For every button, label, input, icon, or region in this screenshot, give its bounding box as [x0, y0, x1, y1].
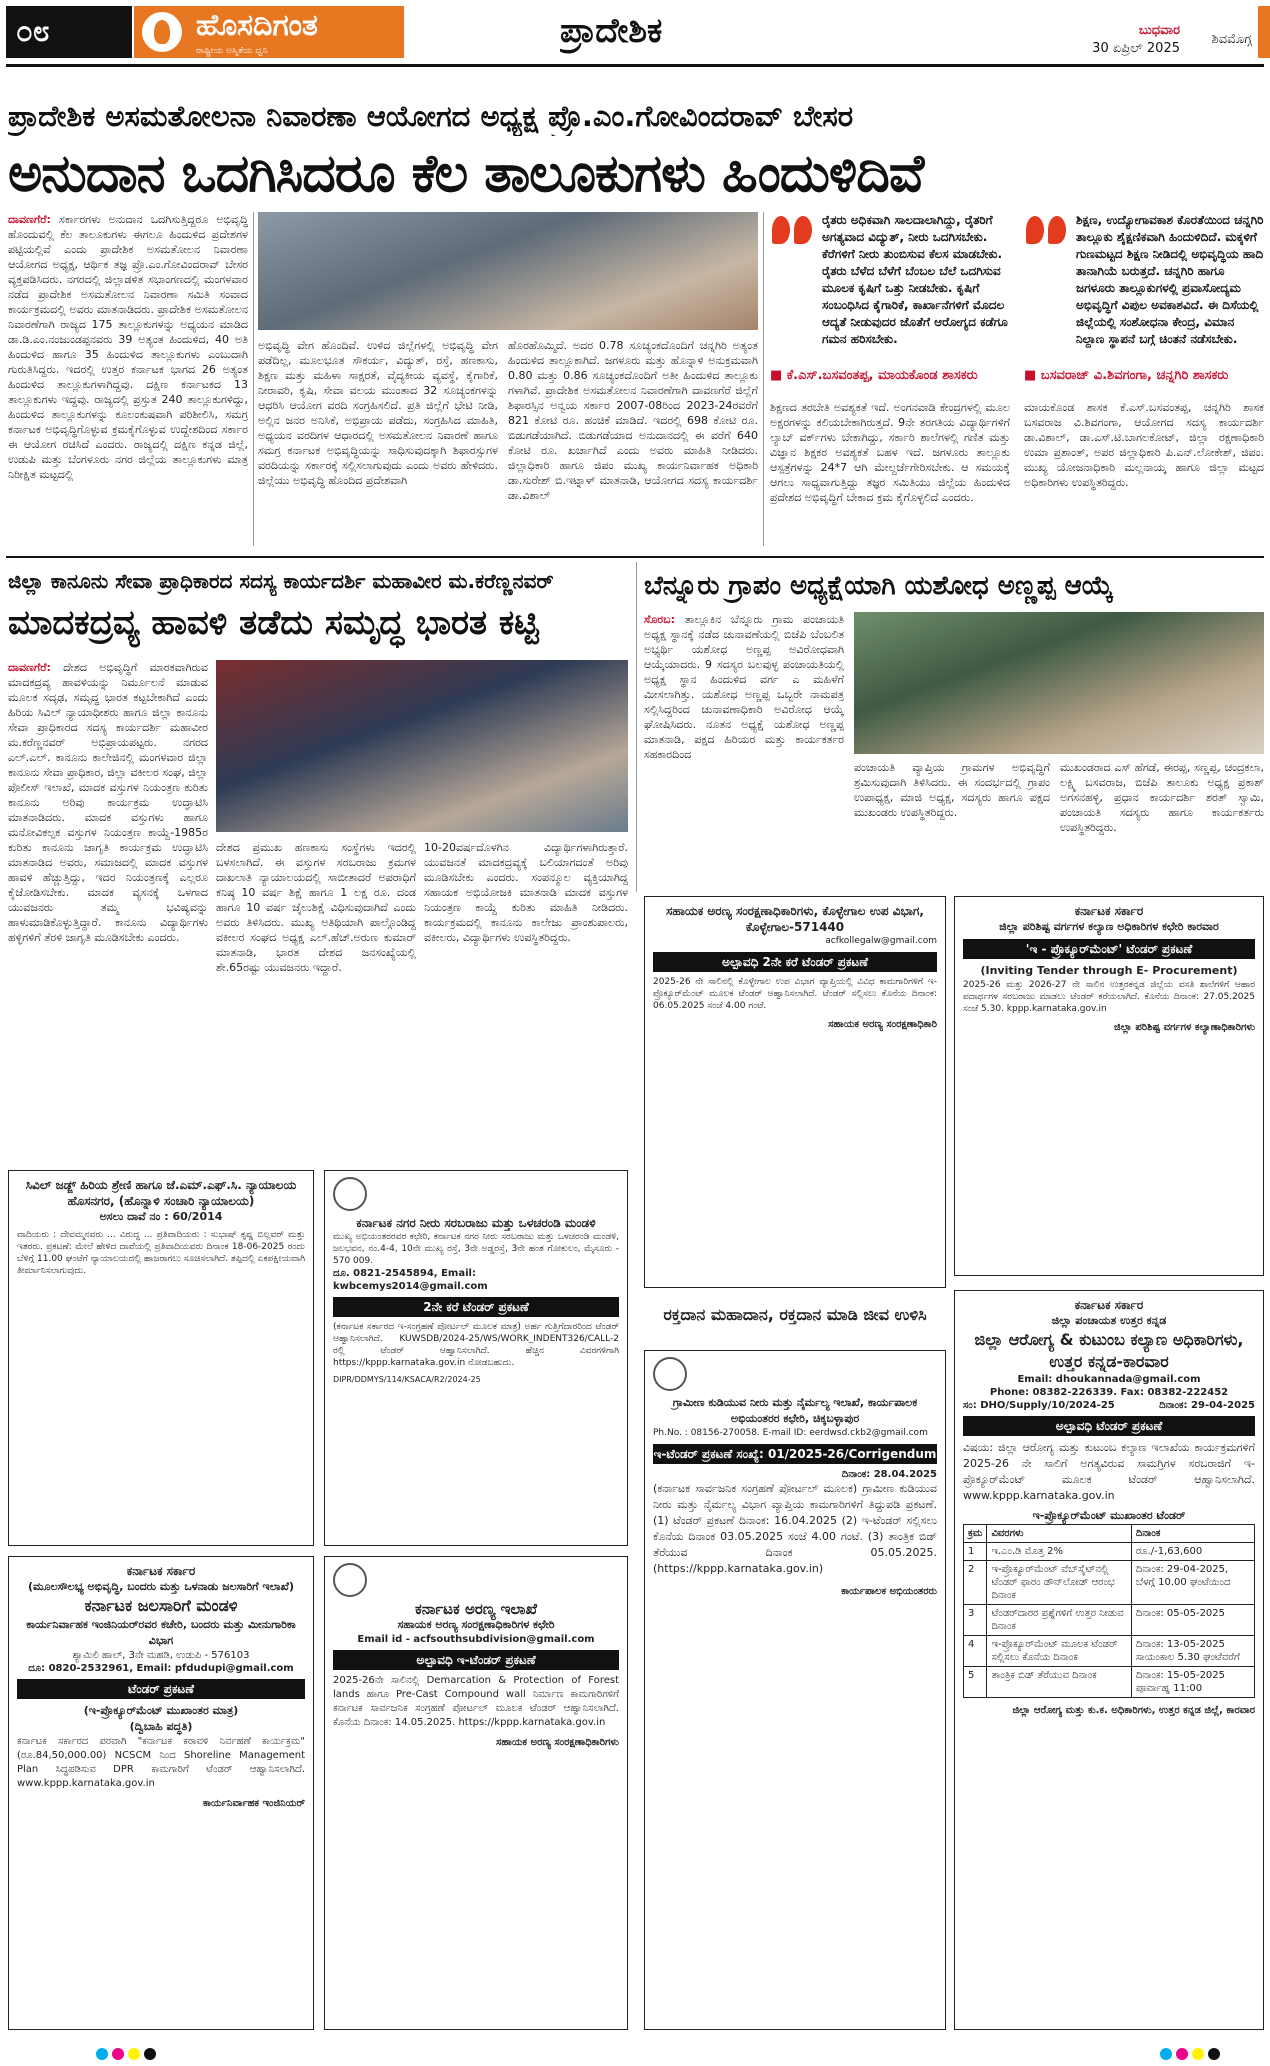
ad-welfare-sign: ಜಿಲ್ಲಾ ಪರಿಶಿಷ್ಟ ವರ್ಗಗಳ ಕಲ್ಯಾಣಾಧಿಕಾರಿಗಳು	[1114, 1022, 1255, 1033]
story1-headline: ಅನುದಾನ ಒದಗಿಸಿದರೂ ಕೆಲ ತಾಲೂಕುಗಳು ಹಿಂದುಳಿದಿವೆ	[8, 144, 924, 204]
registration-mark	[144, 2048, 156, 2060]
section-title: ಪ್ರಾದೇಶಿಕ	[560, 11, 663, 51]
ad-health-refno: ಸಂ: DHO/Supply/10/2024-25	[963, 1400, 1115, 1411]
ad-ports-office: ಕಾರ್ಯನಿರ್ವಾಹಕ ಇಂಜಿನಿಯರ್‌ರವರ ಕಚೇರಿ, ಬಂದರು ಮತ್ತು ಮೀನುಗಾರಿಕಾ ವಿಭಾಗ	[26, 1618, 296, 1647]
story2-dateline: ದಾವಣಗೆರೆ:	[8, 661, 51, 674]
table-cell: 3	[964, 1605, 987, 1636]
column-divider	[636, 562, 637, 892]
ad-ports-govt: ಕರ್ನಾಟಕ ಸರ್ಕಾರ	[126, 1564, 196, 1578]
ad-forest2-title: ಕರ್ನಾಟಕ ಅರಣ್ಯ ಇಲಾಖೆ	[415, 1600, 537, 1618]
ad-forest2-email: Email id - acfsouthsubdivision@gmail.com	[357, 1634, 595, 1645]
edition-city: ಶಿವಮೊಗ್ಗ	[1211, 32, 1252, 47]
registration-mark	[1160, 2048, 1172, 2060]
ad-welfare-govt: ಕರ್ನಾಟಕ ಸರ್ಕಾರ	[1074, 904, 1144, 918]
ad-ports-sub: (ಇ-ಪ್ರೊಕ್ಯೂರ್‌ಮೆಂಟ್ ಮುಖಾಂತರ ಮಾತ್ರ)	[83, 1704, 239, 1717]
story3-column-1	[644, 612, 844, 822]
table-row	[964, 1636, 1255, 1667]
quote-basavanthappa	[770, 212, 1010, 392]
story2-column-2: ದೇಶದ ಪ್ರಮುಖ ಹಣಕಾಸು ಸಂಸ್ಥೆಗಳು ಇದರಲ್ಲಿ ಬಳಸಲಾಗಿದೆ. ಈ ವಸ್ತುಗಳ ಸರಬರಾಜು ಕ್ರಮಗಳ ದಾಖಲಾತಿ ನ್ಯಾಯಾಲಯದಲ್ಲಿ ಸಾಬೀತಾದರೆ ಅಪರಾಧಿಗೆ ಕನಿಷ್ಠ 10 ವರ್ಷ ಶಿಕ್ಷೆ ಹಾಗೂ 1 ಲಕ್ಷ ರೂ. ದಂಡ ಹಾಗೂ 10 ವರ್ಷ ಜೈಲುಶಿಕ್ಷೆ ವಿಧಿಸುವುದಾಗಿದೆ ಎಂದು ಅವರು ತಿಳಿಸಿದರು. ಮುಖ್ಯ ಅತಿಥಿಯಾಗಿ ಪಾಲ್ಗೊಂಡಿದ್ದ ವಕೀಲರ ಸಂಘದ ಅಧ್ಯಕ್ಷ ಎಲ್.ಹೆಚ್.ಅರುಣ ಕುಮಾರ್ ಮಾತನಾಡಿ, ಭಾರತ ದೇಶದ ಜನಸಂಖ್ಯೆಯಲ್ಲಿ ಶೇ.65ರಷ್ಟು ಯುವಜನರು ಇದ್ದಾರೆ.	[216, 841, 416, 974]
table-cell: 1	[964, 1543, 987, 1561]
brand-name: ಹೊಸದಿಗಂತ	[196, 8, 318, 43]
story2-column-1	[8, 660, 208, 1160]
ad-forest2-body: 2025-26ನೇ ಸಾಲಿನಲ್ಲಿ Demarcation & Protection of Forest lands ಹಾಗೂ Pre-Cast Compound wall ನಿರ್ಮಾಣ ಕಾಮಗಾರಿಗಳಿಗೆ ಕರ್ನಾಟಕ ಸಾರ್ವಜನಿಕ ಸಂಗ್ರಹಣೆ ಪೋರ್ಟಲ್ ಮೂಲಕ ಟೆಂಡರ್ ಆಹ್ವಾನಿಸಲಾಗಿದೆ. ಕೊನೆಯ ದಿನಾಂಕ: 14.05.2025. https://kppp.karnataka.gov.in	[333, 1675, 619, 1728]
ad-court-notice	[8, 1170, 314, 1546]
ad-welfare-body: 2025-26 ಮತ್ತು 2026-27 ನೇ ಸಾಲಿನ ಉತ್ತರಕನ್ನಡ ಜಿಲ್ಲೆಯ ವಸತಿ ಶಾಲೆಗಳಿಗೆ ಆಹಾರ ಪದಾರ್ಥಗಳ ಸರಬರಾಜು ಮಾಡಲು ಟೆಂಡರ್ ಕರೆಯಲಾಗಿದೆ. ಕೊನೆಯ ದಿನಾಂಕ: 27.05.2025 ಸಂಜೆ 5.30. kppp.karnataka.gov.in	[963, 980, 1255, 1014]
ad-health-dept	[954, 1290, 1264, 2030]
table-row	[964, 1667, 1255, 1698]
story3-column-2: ಪಂಚಾಯತಿ ವ್ಯಾಪ್ತಿಯ ಗ್ರಾಮಗಳ ಅಭಿವೃದ್ಧಿಗೆ ಶ್ರಮಿಸುವುದಾಗಿ ತಿಳಿಸಿದರು. ಈ ಸಂದರ್ಭದಲ್ಲಿ ಗ್ರಾಪಂ ಉಪಾಧ್ಯಕ್ಷ, ಮಾಜಿ ಅಧ್ಯಕ್ಷ, ಸದಸ್ಯರು ಹಾಗೂ ಪಕ್ಷದ ಮುಖಂಡರು ಉಪಸ್ಥಿತರಿದ್ದರು.	[854, 761, 1050, 819]
brand-tagline: ರಾಷ್ಟ್ರೀಯ ಅಸ್ಮಿತೆಯ ಧ್ವನಿ	[196, 46, 268, 56]
table-cell: ಇ-ಪ್ರೊಕ್ಯೂರ್‌ಮೆಂಟ್ ವೆಬ್‌ಸೈಟ್‌ನಲ್ಲಿ ಟೆಂಡರ್ ಫಾರಂ ಡೌನ್‌ಲೋಡ್ ಆರಂಭ ದಿನಾಂಕ	[987, 1561, 1131, 1605]
table-cell: ವಿವರಗಳು	[987, 1525, 1131, 1543]
table-cell: 4	[964, 1636, 987, 1667]
ad-welfare-band: 'ಇ - ಪ್ರೊಕ್ಯೂರ್‌ಮೆಂಟ್' ಟೆಂಡರ್ ಪ್ರಕಟಣೆ	[963, 939, 1255, 959]
ad-court-body: ವಾದಿಯರು : ದೇವಮ್ಮನವರು ... ವಿರುದ್ಧ ... ಪ್ರತಿವಾದಿಯರು : ಸುಭಾಷ್ ಕೃಷ್ಣ ಬಿಲ್ಲವರ್ ಮತ್ತು ಇತರರು. ಪ್ರಕಟಣೆ: ಮೇಲೆ ಹೇಳಿದ ದಾವೆಯಲ್ಲಿ ಪ್ರತಿವಾದಿಯವರು ದಿನಾಂಕ 18-06-2025 ರಂದು ಬೆಳಿಗ್ಗೆ 11.00 ಘಂಟೆಗೆ ನ್ಯಾಯಾಲಯದಲ್ಲಿ ಹಾಜರಾಗಲು ಸೂಚಿಸಲಾಗಿದೆ. ತಪ್ಪಿದಲ್ಲಿ ಏಕಪಕ್ಷೀಯವಾಗಿ ತೀರ್ಮಾನಿಸಲಾಗುವುದು.	[17, 1230, 305, 1276]
story1-column-5: ಮಾಯಕೊಂಡ ಶಾಸಕ ಕೆ.ಎಸ್.ಬಸವಂತಪ್ಪ, ಚನ್ನಗಿರಿ ಶಾಸಕ ಬಸವರಾಜ ವಿ.ಶಿವಗಂಗಾ, ಆಯೋಗದ ಸದಸ್ಯ ಕಾರ್ಯದರ್ಶಿ ಡಾ.ವಿಶಾಲ್, ಡಾ.ಎಸ್.ಟಿ.ಬಾಗಲಕೋಟ್, ಜಿಲ್ಲಾ ರಕ್ಷಣಾಧಿಕಾರಿ ಉಮಾ ಪ್ರಶಾಂತ್, ಅಪರ ಜಿಲ್ಲಾಧಿಕಾರಿ ಪಿ.ಎನ್.ಲೋಕೇಶ್, ಜಿಪಂ. ಮುಖ್ಯ ಯೋಜನಾಧಿಕಾರಿ ಮಲ್ಲನಾಯ್ಕ ಹಾಗೂ ಜಿಲ್ಲಾ ಮಟ್ಟದ ಅಧಿಕಾರಿಗಳು ಉಪಸ್ಥಿತರಿದ್ದರು.	[1024, 401, 1264, 489]
ad-forest-dept	[324, 1556, 628, 2030]
ad-health-body: ವಿಷಯ: ಜಿಲ್ಲಾ ಆರೋಗ್ಯ ಮತ್ತು ಕುಟುಂಬ ಕಲ್ಯಾಣ ಇಲಾಖೆಯ ಕಾರ್ಯಕ್ರಮಗಳಿಗೆ 2025-26 ನೇ ಸಾಲಿಗೆ ಅಗತ್ಯವಿರುವ ಸಾಮಗ್ರಿಗಳ ಸರಬರಾಜಿಗೆ ಇ-ಪ್ರೊಕ್ಯೂರ್‌ಮೆಂಟ್ ಮೂಲಕ ಟೆಂಡರ್ ಆಹ್ವಾನಿಸಲಾಗಿದೆ. www.kppp.karnataka.gov.in	[963, 1441, 1255, 1502]
table-cell: ಇ-ಪ್ರೊಕ್ಯೂರ್‌ಮೆಂಟ್ ಮೂಲಕ ಟೆಂಡರ್ ಸಲ್ಲಿಸಲು ಕೊನೆಯ ದಿನಾಂಕ	[987, 1636, 1131, 1667]
table-header-row	[964, 1525, 1255, 1543]
ad-forest2-sign: ಸಹಾಯಕ ಅರಣ್ಯ ಸಂರಕ್ಷಣಾಧಿಕಾರಿಗಳು	[496, 1737, 619, 1748]
table-cell: ದಿನಾಂಕ: 15-05-2025 ಪೂರ್ವಾಹ್ನ 11:00	[1131, 1667, 1254, 1698]
ad-court-title: ಸಿವಿಲ್ ಜಡ್ಜ್ ಹಿರಿಯ ಶ್ರೇಣಿ ಹಾಗೂ ಜೆ.ಎಮ್.ಎಫ್.ಸಿ. ನ್ಯಾಯಾಲಯ ಹೊಸನಗರ, (ಹೊನ್ನಾಳಿ ಸಂಚಾರಿ ನ್ಯಾಯಾಲಯ)	[25, 1178, 297, 1208]
ad-ports-sub2: (ದ್ವಿಬಾಹಿ ಪದ್ಧತಿ)	[129, 1720, 193, 1733]
issue-day: ಬುಧವಾರ	[1138, 23, 1180, 38]
ad-blood-phone: Ph.No. : 08156-270058. E-mail ID: eerdwsd.ckb2@gmail.com	[653, 1428, 928, 1438]
story1-kicker: ಪ್ರಾದೇಶಿಕ ಅಸಮತೋಲನಾ ನಿವಾರಣಾ ಆಯೋಗದ ಅಧ್ಯಕ್ಷ ಪ್ರೊ.ಎಂ.ಗೋವಿಂದರಾವ್ ಬೇಸರ	[8, 99, 854, 133]
ad-health-ref-row	[963, 1399, 1255, 1412]
table-cell: ಕ್ರಮ	[964, 1525, 987, 1543]
story2-photo	[216, 660, 628, 832]
story1-photo	[258, 212, 758, 330]
ad-welfare-english: (Inviting Tender through E- Procurement)	[980, 964, 1238, 977]
ad-forest-kollegal-sign: ಸಹಾಯಕ ಅರಣ್ಯ ಸಂರಕ್ಷಣಾಧಿಕಾರಿ	[828, 1019, 937, 1030]
table-row	[964, 1561, 1255, 1605]
table-cell: ದಿನಾಂಕ	[1131, 1525, 1254, 1543]
story3-photo	[854, 612, 1264, 754]
registration-mark	[1208, 2048, 1220, 2060]
story1-column-4: ಶಿಕ್ಷಣದ ತರಬೇತಿ ಅವಶ್ಯಕತೆ ಇದೆ. ಅಂಗನವಾಡಿ ಕೇಂದ್ರಗಳಲ್ಲಿ ಮೂಲ ಅಕ್ಷರಗಳನ್ನು ಕಲಿಯಬೇಕಾಗಿರುತ್ತದೆ. 9ನೇ ತರಗತಿಯ ವಿದ್ಯಾರ್ಥಿಗಳಿಗೆ ಲ್ಯಾಬ್ ವರ್ಕ್‌ಗಳು ಬೇಕಾಗಿದ್ದು, ಸರ್ಕಾರಿ ಶಾಲೆಗಳಲ್ಲಿ ಗಣಿತ ಮತ್ತು ವಿಜ್ಞಾನ ಶಿಕ್ಷಕರ ಅವಶ್ಯಕತೆ ಬಹಳ ಇದೆ. ಜಗಳೂರು ತಾಲ್ಲೂಕು ಆಸ್ಪತ್ರೆಗಳನ್ನು 24*7 ಆಗಿ ಮೇಲ್ದರ್ಜೆಗೇರಿಸಬೇಕು. ಆ ಸಮಯಕ್ಕೆ ಆಗಲು ಸಾಧ್ಯವಾಗುತ್ತಿದ್ದು ತಜ್ಞರ ಸಮಿತಿಯು ಜಿಲ್ಲೆಯ ಹಿಂದುಳಿದ ಪ್ರದೇಶದ ಅಭಿವೃದ್ಧಿಗೆ ಬೇಕಾದ ಕ್ರಮ ಕೈಗೊಳ್ಳಲಿದೆ ಎಂದರು.	[770, 401, 1010, 504]
table-row	[964, 1543, 1255, 1561]
ad-water-band: 2ನೇ ಕರೆ ಟೆಂಡರ್ ಪ್ರಕಟಣೆ	[333, 1297, 619, 1317]
story2-kicker: ಜಿಲ್ಲಾ ಕಾನೂನು ಸೇವಾ ಪ್ರಾಧಿಕಾರದ ಸದಸ್ಯ ಕಾರ್ಯದರ್ಶಿ ಮಹಾವೀರ ಮ.ಕರೆಣ್ಣನವರ್	[8, 569, 554, 593]
ad-forest-kollegal-email: acfkollegalw@gmail.com	[825, 936, 937, 946]
ad-tribal-welfare	[954, 896, 1264, 1276]
ad-ports-band: ಟೆಂಡರ್ ಪ್ರಕಟಣೆ	[17, 1679, 305, 1699]
quote-shivaganga	[1024, 212, 1264, 392]
ad-forest-kollegal-title: ಸಹಾಯಕ ಅರಣ್ಯ ಸಂರಕ್ಷಣಾಧಿಕಾರಿಗಳು, ಕೊಳ್ಳೇಗಾಲ ಉಪ ವಿಭಾಗ, ಕೊಳ್ಳೇಗಾಲ-571440	[666, 904, 924, 934]
ad-water-phone: ದೂ. 0821-2545894, Email: kwbcemys2014@gmail.com	[333, 1268, 488, 1292]
ad-blood-office: ಗ್ರಾಮೀಣ ಕುಡಿಯುವ ನೀರು ಮತ್ತು ನೈರ್ಮಲ್ಯ ಇಲಾಖೆ, ಕಾರ್ಯಪಾಲಕ ಅಭಿಯಂತರರ ಕಛೇರಿ, ಚಿಕ್ಕಬಳ್ಳಾಪುರ	[672, 1396, 918, 1425]
quote2-text: ಶಿಕ್ಷಣ, ಉದ್ಯೋಗಾವಕಾಶ ಕೊರತೆಯಿಂದ ಚನ್ನಗಿರಿ ತಾಲ್ಲೂಕು ಶೈಕ್ಷಣಿಕವಾಗಿ ಹಿಂದುಳಿದಿದೆ. ಮಕ್ಕಳಿಗೆ ಗುಣಮಟ್ಟದ ಶಿಕ್ಷಣ ನೀಡಿದಲ್ಲಿ ಅಭಿವೃದ್ಧಿಯ ಹಾದಿ ತಾನಾಗಿಯೆ ಬರುತ್ತದೆ. ಚನ್ನಗಿರಿ ಹಾಗೂ ಜಗಳೂರು ತಾಲ್ಲೂಕುಗಳಲ್ಲಿ ಪ್ರವಾಸೋದ್ಯಮ ಅಭಿವೃದ್ಧಿಗೆ ವಿಪುಲ ಅವಕಾಶವಿದೆ. ಈ ದಿಸೆಯಲ್ಲಿ ಜಿಲ್ಲೆಯಲ್ಲಿ ಸಂಶೋಧನಾ ಕೇಂದ್ರ, ವಿಮಾನ ನಿಲ್ದಾಣ ಸ್ಥಾಪನೆ ಬಗ್ಗೆ ಚಿಂತನೆ ನಡೆಸಬೇಕು.	[1076, 213, 1264, 346]
ad-ports-board: ಕರ್ನಾಟಕ ಜಲಸಾರಿಗೆ ಮಂಡಳಿ	[84, 1596, 238, 1615]
registration-mark	[1176, 2048, 1188, 2060]
ad-health-date: ದಿನಾಂಕ: 29-04-2025	[1159, 1400, 1255, 1411]
ad-ports-body: ಕರ್ನಾಟಕ ಸರ್ಕಾರದ ಪರವಾಗಿ "ಕರ್ನಾಟಕ ಕರಾವಳಿ ನಿರ್ವಹಣೆ ಕಾರ್ಯಕ್ರಮ" (ರೂ.84,50,000.00) NCSCM ನಿಂದ Shoreline Management Plan ಸಿದ್ಧಪಡಿಸುವ DPR ಕಾಮಗಾರಿಗೆ ಟೆಂಡರ್ ಆಹ್ವಾನಿಸಲಾಗಿದೆ. www.kppp.karnataka.gov.in	[17, 1736, 305, 1789]
registration-mark	[96, 2048, 108, 2060]
table-cell: 2	[964, 1561, 987, 1605]
ad-ports-dept-name: (ಮೂಲಸೌಲಭ್ಯ ಅಭಿವೃದ್ಧಿ, ಬಂದರು ಮತ್ತು ಒಳನಾಡು ಜಲಸಾರಿಗೆ ಇಲಾಖೆ)	[28, 1580, 294, 1593]
kuwsdb-seal-icon	[333, 1177, 367, 1211]
ad-water-body: (ಕರ್ನಾಟಕ ಸರ್ಕಾರದ ಇ-ಸಂಗ್ರಹಣೆ ಪೋರ್ಟಲ್ ಮೂಲಕ ಮಾತ್ರ) ಅರ್ಹ ಗುತ್ತಿಗೆದಾರರಿಂದ ಟೆಂಡರ್ ಆಹ್ವಾನಿಸಲಾಗಿದೆ. KUWSDB/2024-25/WS/WORK_INDENT326/CALL-2 ರಲ್ಲಿ ಟೆಂಡರ್ ಆಹ್ವಾನಿಸಲಾಗಿದೆ. ಹೆಚ್ಚಿನ ವಿವರಗಳಿಗಾಗಿ https://kppp.karnataka.gov.in ನೋಡಬಹುದು.	[333, 1322, 619, 1368]
ad-forest-kollegal-body: 2025-26 ನೇ ಸಾಲಿನಲ್ಲಿ ಕೊಳ್ಳೇಗಾಲ ಉಪ ವಿಭಾಗ ವ್ಯಾಪ್ತಿಯಲ್ಲಿ ವಿವಿಧ ಕಾಮಗಾರಿಗಳಿಗೆ ಇ-ಪ್ರೊಕ್ಯೂರ್‌ಮೆಂಟ್ ಮೂಲಕ ಟೆಂಡರ್ ಆಹ್ವಾನಿಸಲಾಗಿದೆ. ಟೆಂಡರ್ ಸಲ್ಲಿಸಲು ಕೊನೆಯ ದಿನಾಂಕ: 06.05.2025 ಸಂಜೆ 4.00 ಗಂಟೆ.	[653, 977, 937, 1011]
ad-forest-kollegal	[644, 896, 946, 1288]
ad-health-subtitle: ಜಿಲ್ಲಾ ಪಂಚಾಯತ ಉತ್ತರ ಕನ್ನಡ	[1051, 1314, 1167, 1327]
issue-date	[1000, 22, 1180, 58]
story1-dateline: ದಾವಣಗೆರೆ:	[8, 213, 51, 226]
table-cell: 5	[964, 1667, 987, 1698]
ad-ports-phone: ದೂ: 0820-2532961, Email: pfdudupi@gmail.com	[28, 1663, 294, 1674]
registration-mark	[128, 2048, 140, 2060]
story2-col1-text: ದೇಶದ ಅಭಿವೃದ್ಧಿಗೆ ಮಾರಕವಾಗಿರುವ ಮಾದಕದ್ರವ್ಯ ಹಾವಳಿಯನ್ನು ನಿರ್ಮೂಲನೆ ಮಾಡುವ ಮೂಲಕ ಸದೃಢ, ಸಮೃದ್ಧ ಭಾರತ ಕಟ್ಟಬೇಕಾಗಿದೆ ಎಂದು ಹಿರಿಯ ಸಿವಿಲ್ ನ್ಯಾಯಾಧೀಶರು ಹಾಗೂ ಜಿಲ್ಲಾ ಕಾನೂನು ಸೇವಾ ಪ್ರಾಧಿಕಾರದ ಸದಸ್ಯ ಕಾರ್ಯದರ್ಶಿ ಮಹಾವೀರ ಮ.ಕರೆಣ್ಣನವರ್ ಅಭಿಪ್ರಾಯಪಟ್ಟರು. ನಗರದ ಎಲ್.ಎಲ್. ಕಾನೂನು ಕಾಲೇಜಿನಲ್ಲಿ ಮಂಗಳವಾರ ಜಿಲ್ಲಾ ಕಾನೂನು ಸೇವಾ ಪ್ರಾಧಿಕಾರ, ಜಿಲ್ಲಾ ವಕೀಲರ ಸಂಘ, ಜಿಲ್ಲಾ ಪೊಲೀಸ್ ಇಲಾಖೆ, ಮಾದಕ ವಸ್ತುಗಳ ನಿಯಂತ್ರಣ ಕುರಿತು ಕಾನೂನು ಅರಿವು ಕಾರ್ಯಕ್ರಮ ಉದ್ಘಾಟಿಸಿ ಮಾತನಾಡಿದರು. ಮಾದಕ ವಸ್ತುಗಳು ಹಾಗೂ ಮನೋವಿಕಲ್ಪಕ ವಸ್ತುಗಳ ನಿಯಂತ್ರಣ ಕಾಯ್ದೆ-1985ರ ಕುರಿತು ಕಾನೂನು ಜಾಗೃತಿ ಕಾರ್ಯಕ್ರಮ ಉದ್ಘಾಟಿಸಿ ಮಾತನಾಡಿದ ಅವರು, ಸಮಾಜದಲ್ಲಿ ಮಾದಕ ವಸ್ತುಗಳ ಹಾವಳಿ ಹೆಚ್ಚುತ್ತಿದ್ದು, ಇದರ ನಿಯಂತ್ರಣಕ್ಕೆ ಎಲ್ಲರೂ ಕೈಜೋಡಿಸಬೇಕು. ಮಾದಕ ವ್ಯಸನಕ್ಕೆ ಒಳಗಾದ ಯುವಜನರು ತಮ್ಮ ಭವಿಷ್ಯವನ್ನು ಹಾಳುಮಾಡಿಕೊಳ್ಳುತ್ತಿದ್ದಾರೆ. ಕಾನೂನು ವಿದ್ಯಾರ್ಥಿಗಳು ಹಳ್ಳಿಗಳಿಗೆ ತೆರಳಿ ಜಾಗೃತಿ ಮೂಡಿಸಬೇಕು ಎಂದರು.	[8, 661, 208, 944]
section-rule	[6, 556, 1264, 558]
header-accent-bar	[1258, 6, 1270, 58]
story3-column-3: ಮುಖಂಡರಾದ ಎಸ್ ಹೆಗಡೆ, ಈರಪ್ಪ, ಸಣ್ಣಪ್ಪ, ಚಂದ್ರಕಲಾ, ಲಕ್ಷ್ಮಿ ಬಸವರಾಜ, ಬಿಜೆಪಿ ತಾಲೂಕು ಅಧ್ಯಕ್ಷ ಪ್ರಕಾಶ್ ಅಗಸನಹಳ್ಳಿ, ಪ್ರಧಾನ ಕಾರ್ಯದರ್ಶಿ ಶರತ್ ಸ್ವಾಮಿ, ಪಂಚಾಯತಿ ಸದಸ್ಯರು ಹಾಗೂ ಕಾರ್ಯಕರ್ತರು ಉಪಸ್ಥಿತರಿದ್ದರು.	[1060, 761, 1264, 834]
ad-blood-sign: ಕಾರ್ಯಪಾಲಕ ಅಭಿಯಂತರರು	[841, 1586, 937, 1597]
ad-health-heading: ಜಿಲ್ಲಾ ಆರೋಗ್ಯ & ಕುಟುಂಬ ಕಲ್ಯಾಣ ಅಧಿಕಾರಿಗಳು, ಉತ್ತರ ಕನ್ನಡ-ಕಾರವಾರ	[974, 1330, 1244, 1371]
issue-date-text: 30 ಏಪ್ರಿಲ್ 2025	[1092, 41, 1180, 56]
masthead-logo	[134, 6, 404, 58]
ad-health-schedule-table	[963, 1524, 1255, 1698]
ad-court-case-no: ಅಸಲು ದಾವೆ ನಂ : 60/2014	[99, 1210, 223, 1223]
ad-ports-dept	[8, 1556, 314, 2030]
ad-blood-date: ದಿನಾಂಕ: 28.04.2025	[841, 1469, 937, 1480]
story3-col1-text: ತಾಲ್ಲೂಕಿನ ಬೆನ್ನೂರು ಗ್ರಾಮ ಪಂಚಾಯತಿ ಅಧ್ಯಕ್ಷ ಸ್ಥಾನಕ್ಕೆ ನಡೆದ ಚುನಾವಣೆಯಲ್ಲಿ ಬಿಜೆಪಿ ಬೆಂಬಲಿತ ಅಭ್ಯರ್ಥಿ ಯಶೋಧ ಅಣ್ಣಪ್ಪ ಅವಿರೋಧವಾಗಿ ಆಯ್ಕೆಯಾದರು. 9 ಸದಸ್ಯರ ಬಲವುಳ್ಳ ಪಂಚಾಯತಿಯಲ್ಲಿ ಅಧ್ಯಕ್ಷ ಸ್ಥಾನ ಹಿಂದುಳಿದ ವರ್ಗ ಎ ಮಹಿಳೆಗೆ ಮೀಸಲಾಗಿತ್ತು. ಯಶೋಧ ಅಣ್ಣಪ್ಪ ಒಬ್ಬರೇ ನಾಮಪತ್ರ ಸಲ್ಲಿಸಿದ್ದರಿಂದ ಚುನಾವಣಾಧಿಕಾರಿ ಅವಿರೋಧ ಆಯ್ಕೆ ಘೋಷಿಸಿದರು. ನೂತನ ಅಧ್ಯಕ್ಷೆ ಯಶೋಧ ಅಣ್ಣಪ್ಪ ಮಾತನಾಡಿ, ಪಕ್ಷದ ಹಿರಿಯರ ಮತ್ತು ಕಾರ್ಯಕರ್ತರ ಸಹಕಾರದಿಂದ	[644, 613, 844, 761]
ad-blood-title: ರಕ್ತದಾನ ಮಹಾದಾನ, ರಕ್ತದಾನ ಮಾಡಿ ಜೀವ ಉಳಿಸಿ	[663, 1305, 927, 1324]
ad-water-address: ಮುಖ್ಯ ಅಭಿಯಂತರರವರ ಕಛೇರಿ, ಕರ್ನಾಟಕ ನಗರ ನೀರು ಸರಬರಾಜು ಮತ್ತು ಒಳಚರಂಡಿ ಮಂಡಳಿ, ಜಲಭವನ, ನಂ.4-4, 10ನೇ ಮುಖ್ಯ ರಸ್ತೆ, 3ನೇ ಅಡ್ಡರಸ್ತೆ, 3ನೇ ಹಂತ ಗೋಕುಲಂ, ಮೈಸೂರು - 570 009.	[333, 1232, 619, 1266]
lamp-logo-icon	[142, 12, 182, 52]
forest-seal-icon	[333, 1563, 367, 1597]
quote-icon	[770, 216, 814, 260]
ad-health-govt: ಕರ್ನಾಟಕ ಸರ್ಕಾರ	[1074, 1298, 1144, 1312]
story3-headline: ಬೆನ್ನೂರು ಗ್ರಾಪಂ ಅಧ್ಯಕ್ಷೆಯಾಗಿ ಯಶೋಧ ಅಣ್ಣಪ್ಪ ಆಯ್ಕೆ	[644, 571, 1114, 601]
story1-column-1	[8, 212, 248, 546]
story2-column-3: 10-20ವರ್ಷದೊಳಗಿನ ವಿದ್ಯಾರ್ಥಿಗಳಾಗಿರುತ್ತಾರೆ. ಯುವಜನತೆ ಮಾದಕದ್ರವ್ಯಕ್ಕೆ ಬಲಿಯಾಗದಂತೆ ಅರಿವು ಮೂಡಿಸಬೇಕು ಎಂದರು. ಸಂಪನ್ಮೂಲ ವ್ಯಕ್ತಿಯಾಗಿದ್ದ ಸಹಾಯಕ ಅಭಿಯೋಜಕಿ ಮಾತನಾಡಿ ಮಾದಕ ವಸ್ತುಗಳ ನಿಯಂತ್ರಣ ಕಾಯ್ದೆ ಕುರಿತು ಮಾಹಿತಿ ನೀಡಿದರು. ಕಾರ್ಯಕ್ರಮದಲ್ಲಿ ಕಾನೂನು ಕಾಲೇಜು ಪ್ರಾಂಶುಪಾಲರು, ವಕೀಲರು, ವಿದ್ಯಾರ್ಥಿಗಳು ಉಪಸ್ಥಿತರಿದ್ದರು.	[424, 841, 628, 944]
quote2-attribution: ■ ಬಸವರಾಜ್ ವಿ.ಶಿವಗಂಗಾ, ಚನ್ನಗಿರಿ ಶಾಸಕರು	[1024, 368, 1229, 383]
table-cell: ದಿನಾಂಕ: 29-04-2025, ಬೆಳಗ್ಗೆ 10.00 ಘಂಟೆಯಿಂದ	[1131, 1561, 1254, 1605]
ad-ports-sign: ಕಾರ್ಯನಿರ್ವಾಹಕ ಇಂಜಿನಿಯರ್	[203, 1798, 305, 1809]
table-cell: ದಿನಾಂಕ: 13-05-2025 ಸಾಯಂಕಾಲ 5.30 ಘಂಟೆವರೆಗೆ	[1131, 1636, 1254, 1667]
story1-column-3: ಹೊರಹೊಮ್ಮಿದೆ. ಅದರ 0.78 ಸೂಚ್ಯಂಕದೊಂದಿಗೆ ಚನ್ನಗಿರಿ ಅತ್ಯಂತ ಹಿಂದುಳಿದ ತಾಲ್ಲೂಕಾಗಿದೆ. ಜಗಳೂರು ಮತ್ತು ಹೊನ್ನಾಳಿ ಅನುಕ್ರಮವಾಗಿ 0.80 ಮತ್ತು 0.86 ಸೂಚ್ಯಂಕದೊಂದಿಗೆ ಅತೀ ಹಿಂದುಳಿದ ತಾಲ್ಲೂಕು ಗಳಾಗಿವೆ. ಪ್ರಾದೇಶಿಕ ಅಸಮತೋಲನ ನಿವಾರಣೆಗಾಗಿ ದಾವಣಗೆರೆ ಜಿಲ್ಲೆಗೆ ಶಿಫಾರಸ್ಸಿನ ಅನ್ವಯ ಸರ್ಕಾರ 2007-08ರಿಂದ 2023-24ರವರೆಗೆ 821 ಕೋಟಿ ರೂ. ಹಂಚಿಕೆ ಮಾಡಿದೆ. ಇದರಲ್ಲಿ 698 ಕೋಟಿ ರೂ. ಬಿಡುಗಡೆಯಾಗಿದೆ. ಬಿಡುಗಡೆಯಾದ ಅನುದಾನದಲ್ಲಿ ಈ ವರೆಗೆ 640 ಕೋಟಿ ರೂ. ಖರ್ಚಾಗಿದೆ ಎಂದು ಅವರು ಮಾಹಿತಿ ನೀಡಿದರು. ಜಿಲ್ಲಾಧಿಕಾರಿ ಹಾಗೂ ಜಿಪಂ ಮುಖ್ಯ ಕಾರ್ಯನಿರ್ವಾಹಕ ಅಧಿಕಾರಿ ಡಾ.ಸುರೇಶ್ ಬಿ.ಇಟ್ನಾಳ್ ಮಾತನಾಡಿ, ಆಯೋಗದ ಸದಸ್ಯ ಕಾರ್ಯದರ್ಶಿ ಡಾ.ವಿಶಾಲ್	[508, 339, 758, 502]
story2-headline: ಮಾದಕದ್ರವ್ಯ ಹಾವಳಿ ತಡೆದು ಸಮೃದ್ಧ ಭಾರತ ಕಟ್ಟಿ	[8, 603, 539, 643]
ad-water-ref: DIPR/DDMYS/114/KSACA/R2/2024-25	[333, 1375, 481, 1384]
table-cell: ದಿನಾಂಕ: 05-05-2025	[1131, 1605, 1254, 1636]
ad-health-sign: ಜಿಲ್ಲಾ ಆರೋಗ್ಯ ಮತ್ತು ಕು.ಕ. ಅಧಿಕಾರಿಗಳು, ಉತ್ತರ ಕನ್ನಡ ಜಿಲ್ಲೆ, ಕಾರವಾರ	[1012, 1705, 1255, 1716]
ad-rural-water	[644, 1350, 946, 2030]
story1-col1-text: ಸರ್ಕಾರಗಳು ಅನುದಾನ ಒದಗಿಸುತ್ತಿದ್ದರೂ ಅಭಿವೃದ್ಧಿ ಹೊಂದುವಲ್ಲಿ ಕೆಲ ತಾಲೂಕುಗಳು ಈಗಲೂ ಹಿಂದುಳಿದ ಪ್ರದೇಶಗಳ ಪಟ್ಟಿಯಲ್ಲಿವೆ ಎಂದು ಪ್ರಾದೇಶಿಕ ಅಸಮತೋಲನ ನಿವಾರಣಾ ಆಯೋಗದ ಅಧ್ಯಕ್ಷ, ಆರ್ಥಿಕ ತಜ್ಞ ಪ್ರೊ.ಎಂ.ಗೋವಿಂದರಾವ್ ಬೇಸರ ವ್ಯಕ್ತಪಡಿಸಿದರು. ನಗರದಲ್ಲಿ ಜಿಲ್ಲಾಡಳಿತ ಸಭಾಂಗಣದಲ್ಲಿ ಮಂಗಳವಾರ ನಡೆದ ಪ್ರಾದೇಶಿಕ ಅಸಮತೋಲನ ನಿವಾರಣಾ ಸಮಿತಿ ಸಂವಾದ ಕಾರ್ಯಕ್ರಮದಲ್ಲಿ ಅವರು ಮಾತನಾಡಿದರು. ಪ್ರಾದೇಶಿಕ ಅಸಮತೋಲನ ನಿವಾರಣೆಗಾಗಿ ರಾಜ್ಯದ 175 ತಾಲ್ಲೂಕುಗಳನ್ನು ಅಧ್ಯಯನ ಮಾಡಿದ ಡಾ.ಡಿ.ಎಂ.ನಂಜುಂಡಪ್ಪನವರು 39 ಅತ್ಯಂತ ಹಿಂದುಳಿದ, 40 ಅತಿ ಹಿಂದುಳಿದ ಹಾಗೂ 35 ಹಿಂದುಳಿದ ತಾಲ್ಲೂಕುಗಳು ಎಂಬುದಾಗಿ ಗುರುತಿಸಿದ್ದರು. ಇದರಲ್ಲಿ ಉತ್ತರ ಕರ್ನಾಟಕ ಭಾಗದ 26 ಅತ್ಯಂತ ಹಿಂದುಳಿದ ತಾಲ್ಲೂಕುಗಳಾಗಿದ್ದವು. ದಕ್ಷಿಣ ಕರ್ನಾಟಕದ 13 ತಾಲ್ಲೂಕುಗಳು ಇದ್ದವು. ರಾಜ್ಯದಲ್ಲಿ ಪ್ರಸ್ತುತ 240 ತಾಲ್ಲೂಕುಗಳಿದ್ದು, ಹಿಂದುಳಿದ ತಾಲ್ಲೂಕುಗಳನ್ನು ಕೂಲಂಕುಷವಾಗಿ ಪರಿಶೀಲಿಸಿ, ಸಮಗ್ರ ಕರ್ನಾಟಕ ಅಭಿವೃದ್ಧಿಗೊಳ್ಳುವ ಕ್ರಮಕೈಗೊಳ್ಳುವ ಉದ್ದೇಶದಿಂದ ಸರ್ಕಾರ ಈ ಆಯೋಗ ರಚಿಸಿದೆ ಎಂದರು. ರಾಜ್ಯದಲ್ಲಿ ದಕ್ಷಿಣ ಕನ್ನಡ ಜಿಲ್ಲೆ, ಉಡುಪಿ ಮತ್ತು ಬೆಂಗಳೂರು ನಗರ ಜಿಲ್ಲೆಯ ತಾಲ್ಲೂಕುಗಳು ಮಾತ್ರ ನಿರೀಕ್ಷಿತ ಮಟ್ಟದಲ್ಲಿ	[8, 213, 248, 481]
table-cell: ಇ.ಎಂ.ಡಿ ಮೊತ್ತ 2%	[987, 1543, 1131, 1561]
ad-water-board	[324, 1170, 628, 1546]
ad-health-phone: Phone: 08382-226339. Fax: 08382-222452	[989, 1387, 1229, 1398]
story1-column-2: ಅಭಿವೃದ್ಧಿ ವೇಗ ಹೊಂದಿವೆ. ಉಳಿದ ಜಿಲ್ಲೆಗಳಲ್ಲಿ ಅಭಿವೃದ್ಧಿ ವೇಗ ಪಡೆದಿಲ್ಲ, ಮೂಲಭೂತ ಸೌಕರ್ಯ, ವಿದ್ಯುತ್, ರಸ್ತೆ, ಹಣಕಾಸು, ಶಿಕ್ಷಣ ಮತ್ತು ಮಹಿಳಾ ಸಾಕ್ಷರತೆ, ವೈದ್ಯಕೀಯ ವ್ಯವಸ್ಥೆ, ಕೈಗಾರಿಕೆ, ನೀರಾವರಿ, ಕೃಷಿ, ಸೇವಾ ವಲಯ ಮುಂತಾದ 32 ಸೂಚ್ಯಂಕಗಳನ್ನು ಆಧರಿಸಿ ಆಯೋಗ ವರದಿ ಸಂಗ್ರಹಿಸಲಿದೆ. ಪ್ರತಿ ಜಿಲ್ಲೆಗೆ ಭೇಟಿ ನೀಡಿ, ಅಲ್ಲಿನ ಜನರ ಅನಿಸಿಕೆ, ಅಭಿಪ್ರಾಯ ಪಡೆದು, ಸಂಗ್ರಹಿಸಿದ ಮಾಹಿತಿ, ಅಧ್ಯಯನ ವರದಿಗಳ ಆಧಾರದಲ್ಲಿ ಅಸಮತೋಲನ ನಿವಾರಣೆ ಹಾಗೂ ಸಮಗ್ರ ಕರ್ನಾಟಕ ಅಭಿವೃದ್ಧಿಯನ್ನು ಸಾಧಿಸುವುದಕ್ಕಾಗಿ ಶಿಫಾರಸ್ಸುಗಳ ವರದಿಯನ್ನು ಸರ್ಕಾರಕ್ಕೆ ಸಲ್ಲಿಸಲಾಗುವುದು ಎಂದು ಅವರು ಹೇಳಿದರು. ಜಿಲ್ಲೆಯು ಅಭಿವೃದ್ಧಿ ಹೊಂದಿದ ಪ್ರದೇಶವಾಗಿ	[258, 339, 498, 487]
ad-welfare-office: ಜಿಲ್ಲಾ ಪರಿಶಿಷ್ಟ ವರ್ಗಗಳ ಕಲ್ಯಾಣ ಅಧಿಕಾರಿಗಳ ಕಛೇರಿ ಕಾರವಾರ	[999, 920, 1219, 933]
registration-mark	[112, 2048, 124, 2060]
column-divider	[763, 212, 764, 546]
ad-forest-kollegal-band: ಅಲ್ಪಾವಧಿ 2ನೇ ಕರೆ ಟೆಂಡರ್ ಪ್ರಕಟಣೆ	[653, 952, 937, 972]
ad-ports-address: ಶ್ಯಾಮಿಲಿ ಹಾಲ್, 3ನೇ ಮಹಡಿ, ಉಡುಪಿ - 576103	[72, 1650, 250, 1661]
ad-blood-body: (ಕರ್ನಾಟಕ ಸಾರ್ವಜನಿಕ ಸಂಗ್ರಹಣೆ ಪೋರ್ಟಲ್ ಮೂಲಕ) ಗ್ರಾಮೀಣ ಕುಡಿಯುವ ನೀರು ಮತ್ತು ನೈರ್ಮಲ್ಯ ವಿಭಾಗ ವ್ಯಾಪ್ತಿಯ ಕಾಮಗಾರಿಗಳಿಗೆ ತಿದ್ದುಪಡಿ ಪ್ರಕಟಣೆ. (1) ಟೆಂಡರ್ ಪ್ರಕಟಣೆ ದಿನಾಂಕ: 16.04.2025 (2) ಇ-ಟೆಂಡರ್ ಸಲ್ಲಿಸಲು ಕೊನೆಯ ದಿನಾಂಕ 03.05.2025 ಸಂಜೆ 4.00 ಗಂಟೆ. (3) ತಾಂತ್ರಿಕ ಬಿಡ್ ತೆರೆಯುವ ದಿನಾಂಕ 05.05.2025. (https://kppp.karnataka.gov.in)	[653, 1482, 937, 1575]
table-cell: ತಾಂತ್ರಿಕ ಬಿಡ್ ತೆರೆಯುವ ದಿನಾಂಕ	[987, 1667, 1131, 1698]
ad-health-email: Email: dhoukannada@gmail.com	[1017, 1374, 1201, 1385]
page-number: ೦೮	[6, 6, 132, 58]
quote1-attribution: ■ ಕೆ.ಎಸ್.ಬಸವಂತಪ್ಪ, ಮಾಯಕೊಂಡ ಶಾಸಕರು	[770, 368, 978, 383]
ad-blood-band: ಇ-ಟೆಂಡರ್ ಪ್ರಕಟಣೆ ಸಂಖ್ಯೆ: 01/2025-26/Corrigendum	[653, 1444, 937, 1464]
ad-forest2-office: ಸಹಾಯಕ ಅರಣ್ಯ ಸಂರಕ್ಷಣಾಧಿಕಾರಿಗಳ ಕಛೇರಿ	[397, 1618, 555, 1631]
quote1-text: ರೈತರು ಅಧಿಕವಾಗಿ ಸಾಲದಾಲಾಗಿದ್ದು, ರೈತರಿಗೆ ಅಗತ್ಯವಾದ ವಿದ್ಯುತ್, ನೀರು ಒದಗಿಸಬೇಕು. ಕೆರೆಗಳಿಗೆ ನೀರು ತುಂಬಿಸುವ ಕೆಲಸ ಮಾಡಬೇಕು. ರೈತರು ಬೆಳೆದ ಬೆಳೆಗೆ ಬೆಂಬಲ ಬೆಲೆ ಒದಗಿಸುವ ಮೂಲಕ ಕೃಷಿಗೆ ಒತ್ತು ನೀಡಬೇಕು. ಕೃಷಿಗೆ ಸಂಬಂಧಿಸಿದ ಕೈಗಾರಿಕೆ, ಕಾರ್ಖಾನೆಗಳಿಗೆ ಮೊದಲ ಆದ್ಯತೆ ನೀಡುವುದರ ಜೊತೆಗೆ ಆರೋಗ್ಯದ ಕಡೆಗೂ ಗಮನ ಹರಿಸಬೇಕು.	[822, 213, 1008, 346]
ad-water-title: ಕರ್ನಾಟಕ ನಗರ ನೀರು ಸರಬರಾಜು ಮತ್ತು ಒಳಚರಂಡಿ ಮಂಡಳಿ	[356, 1216, 596, 1230]
table-row	[964, 1605, 1255, 1636]
ad-health-table-band: ಇ-ಪ್ರೊಕ್ಯೂರ್‌ಮೆಂಟ್ ಮುಖಾಂತರ ಟೆಂಡರ್	[1032, 1509, 1186, 1522]
ad-forest2-band: ಅಲ್ಪಾವಧಿ ಇ-ಟೆಂಡರ್ ಪ್ರಕಟಣೆ	[333, 1650, 619, 1670]
table-cell: ಟೆಂಡರ್‌ದಾರರ ಪ್ರಶ್ನೆಗಳಿಗೆ ಉತ್ತರ ನೀಡುವ ದಿನಾಂಕ	[987, 1605, 1131, 1636]
registration-mark	[1192, 2048, 1204, 2060]
table-cell: ರೂ./-1,63,600	[1131, 1543, 1254, 1561]
column-divider	[253, 212, 254, 546]
header-rule	[6, 64, 1264, 67]
quote-icon	[1024, 216, 1068, 260]
ad-health-band: ಅಲ್ಪಾವಧಿ ಟೆಂಡರ್ ಪ್ರಕಟಣೆ	[963, 1416, 1255, 1436]
govt-seal-icon	[653, 1357, 687, 1391]
story3-dateline: ಸೊರಬ:	[644, 613, 675, 626]
